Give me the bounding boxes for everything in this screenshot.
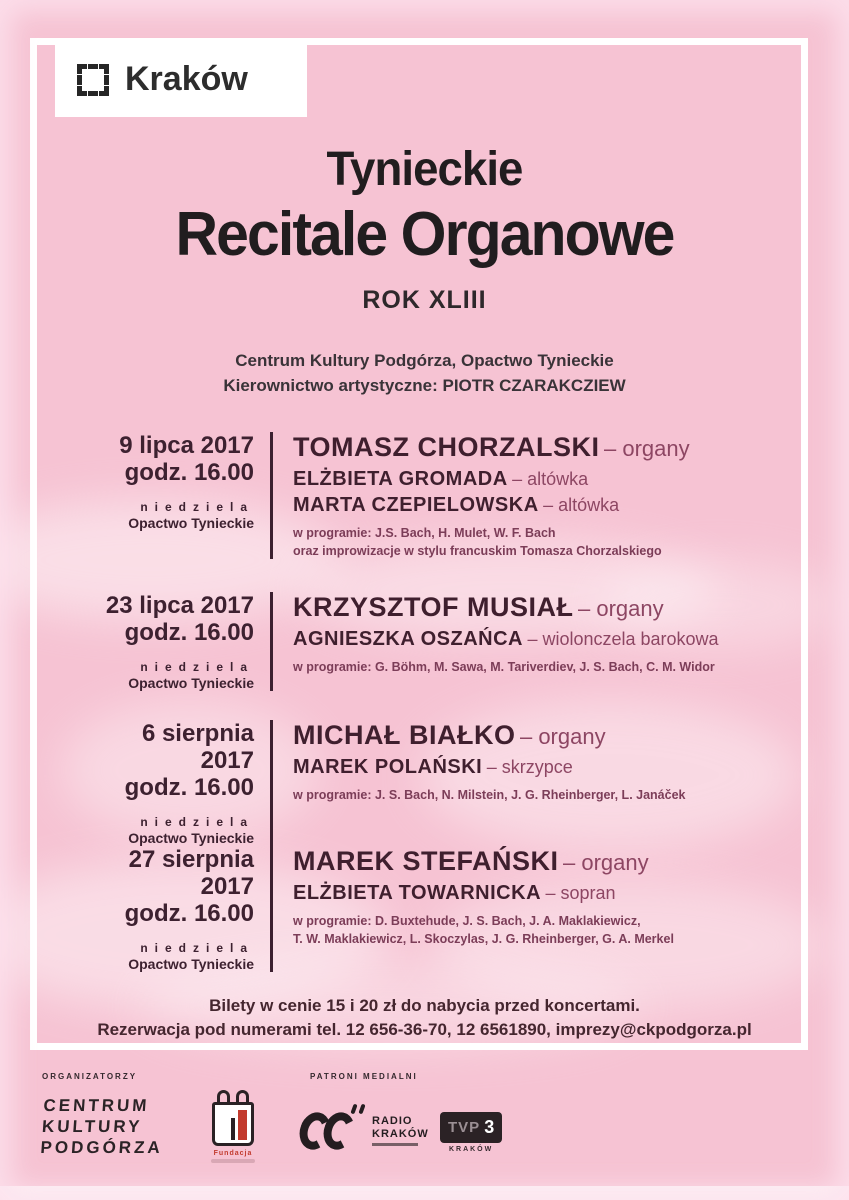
- dash: –: [512, 469, 523, 489]
- performer-line: [293, 846, 772, 881]
- quote-tick-icon: [350, 1104, 357, 1115]
- performer-instrument: organy: [538, 724, 606, 749]
- performer-instrument: altówka: [558, 495, 620, 515]
- concert-performers-block: [273, 846, 772, 972]
- tvp-region-label: KRAKÓW: [448, 1146, 494, 1153]
- tvp3-badge: [440, 1112, 502, 1143]
- bag-red-stripe: [238, 1110, 247, 1140]
- tickets-reservation-line: Rezerwacja pod numerami tel. 12 656-36-70, 12 6561890, imprezy@ckpodgorza.pl: [97, 1020, 752, 1039]
- patrons-block: [310, 1072, 418, 1081]
- concert-date: 9 lipca 2017: [119, 432, 254, 459]
- performer-name: MAREK POLAŃSKI: [293, 756, 483, 778]
- program-line: w programie: D. Buxtehude, J. S. Bach, J. A. Maklakiewicz,: [293, 914, 641, 928]
- ckp-logo-line: PODGÓRZA: [39, 1138, 164, 1157]
- performer-instrument: altówka: [527, 469, 589, 489]
- performer-line: [293, 493, 772, 519]
- performer-instrument: organy: [622, 436, 690, 461]
- concert-time: godz. 16.00: [124, 619, 254, 646]
- dash: –: [603, 436, 617, 461]
- concert-date-block: [92, 846, 270, 972]
- tickets-price-line: Bilety w cenie 15 i 20 zł do nabycia przed koncertami.: [209, 996, 640, 1015]
- dash: –: [486, 757, 497, 777]
- tvp-number: 3: [484, 1117, 495, 1137]
- program-line: oraz improwizacje w stylu francuskim Tomasza Chorzalskiego: [293, 544, 662, 558]
- concert-day: niedziela: [140, 941, 254, 955]
- performer-instrument: sopran: [560, 883, 616, 903]
- performer-line: [293, 592, 772, 627]
- program-line: w programie: J.S. Bach, H. Mulet, W. F. Bach: [293, 526, 556, 540]
- performer-line: [293, 881, 772, 907]
- foundation-block: [198, 1090, 268, 1163]
- concert-entry: [92, 846, 772, 972]
- program-line: T. W. Maklakiewicz, L. Skoczylas, J. G. Rheinberger, G. A. Merkel: [293, 932, 674, 946]
- performer-instrument: organy: [596, 596, 664, 621]
- concert-place: Opactwo Tynieckie: [128, 830, 254, 846]
- concert-place: Opactwo Tynieckie: [128, 675, 254, 691]
- performer-name: MICHAŁ BIAŁKO: [293, 720, 516, 750]
- concert-date-block: [92, 432, 270, 559]
- performer-name: MARTA CZEPIELOWSKA: [293, 494, 539, 516]
- radio-krakow-text: [372, 1115, 429, 1146]
- performer-name: TOMASZ CHORZALSKI: [293, 432, 600, 462]
- concert-date: 27 sierpnia 2017: [128, 846, 254, 900]
- concert-place: Opactwo Tynieckie: [128, 956, 254, 972]
- program-line: w programie: J. S. Bach, N. Milstein, J. G. Rheinberger, L. Janáček: [293, 788, 686, 802]
- radio-subline: [372, 1143, 418, 1146]
- dash: –: [527, 629, 538, 649]
- performer-line: [293, 755, 772, 781]
- concert-performers-block: [273, 592, 772, 691]
- radio-krakow-mark-icon: [300, 1104, 366, 1156]
- performer-name: KRZYSZTOF MUSIAŁ: [293, 592, 574, 622]
- centrum-kultury-podgorza-logo: [40, 1095, 167, 1158]
- edition-label: ROK XLIII: [362, 286, 487, 314]
- concert-time: godz. 16.00: [124, 774, 254, 801]
- performer-line: [293, 467, 772, 493]
- concert-entry: [92, 592, 772, 691]
- performer-instrument: skrzypce: [501, 757, 573, 777]
- organizers-label: ORGANIZATORZY: [42, 1072, 138, 1081]
- krakow-logo-text: Kraków: [125, 60, 248, 98]
- concert-day: niedziela: [140, 660, 254, 674]
- dash: –: [545, 883, 556, 903]
- abbey-bag-icon: [212, 1090, 254, 1146]
- concert-date: 6 sierpnia 2017: [141, 720, 254, 774]
- ckp-logo-line: CENTRUM: [42, 1096, 151, 1115]
- performer-name: AGNIESZKA OSZAŃCA: [293, 628, 523, 650]
- sponsors-strip: [39, 1072, 802, 1187]
- foundation-label: Fundacja: [213, 1150, 253, 1157]
- performer-name: ELŻBIETA GROMADA: [293, 468, 508, 490]
- venue-line: Centrum Kultury Podgórza, Opactwo Tynieckie: [235, 351, 614, 370]
- bottom-strip: [0, 1186, 849, 1200]
- concert-date-block: [92, 720, 270, 846]
- venue-block: [0, 348, 849, 398]
- foundation-subline: [211, 1159, 255, 1163]
- concert-entry: [92, 720, 772, 846]
- krakow-square-icon: [77, 64, 109, 96]
- krakow-logo: [55, 42, 307, 117]
- concert-performers-block: [273, 720, 772, 846]
- title-line2: Recitale Organowe: [175, 200, 674, 269]
- dash: –: [577, 596, 591, 621]
- tvp3-logo: [440, 1112, 502, 1153]
- performer-line: [293, 720, 772, 755]
- concert-time: godz. 16.00: [124, 900, 254, 927]
- performer-name: MAREK STEFAŃSKI: [293, 846, 559, 876]
- ckp-logo-line: KULTURY: [41, 1117, 143, 1136]
- concert-day: niedziela: [140, 815, 254, 829]
- concert-place: Opactwo Tynieckie: [128, 515, 254, 531]
- dash: –: [519, 724, 533, 749]
- dash: –: [562, 850, 576, 875]
- performer-line: [293, 627, 772, 653]
- tvp-text: TVP: [448, 1119, 481, 1136]
- performer-name: ELŻBIETA TOWARNICKA: [293, 882, 542, 904]
- concert-performers-block: [273, 432, 772, 559]
- concert-date: 23 lipca 2017: [105, 592, 254, 619]
- dash: –: [543, 495, 554, 515]
- quote-tick-icon: [358, 1104, 365, 1115]
- patrons-label: PATRONI MEDIALNI: [310, 1072, 418, 1081]
- performer-instrument: organy: [581, 850, 649, 875]
- performer-line: [293, 432, 772, 467]
- organizers-block: [39, 1072, 164, 1158]
- radio-name-line: KRAKÓW: [372, 1127, 429, 1140]
- radio-krakow-logo: [300, 1104, 429, 1156]
- bag-dark-stripe: [231, 1118, 235, 1140]
- concert-date-block: [92, 592, 270, 691]
- concert-entry: [92, 432, 772, 559]
- radio-name-line: RADIO: [372, 1114, 413, 1127]
- concert-day: niedziela: [140, 500, 254, 514]
- tickets-info: [0, 994, 849, 1042]
- title-block: [0, 142, 849, 315]
- title-line1: Tynieckie: [326, 143, 523, 196]
- concert-time: godz. 16.00: [124, 459, 254, 486]
- program-line: w programie: G. Böhm, M. Sawa, M. Tariverdiev, J. S. Bach, C. M. Widor: [293, 660, 715, 674]
- performer-instrument: wiolonczela barokowa: [542, 629, 719, 649]
- artistic-director-line: Kierownictwo artystyczne: PIOTR CZARAKCZIEW: [223, 376, 626, 395]
